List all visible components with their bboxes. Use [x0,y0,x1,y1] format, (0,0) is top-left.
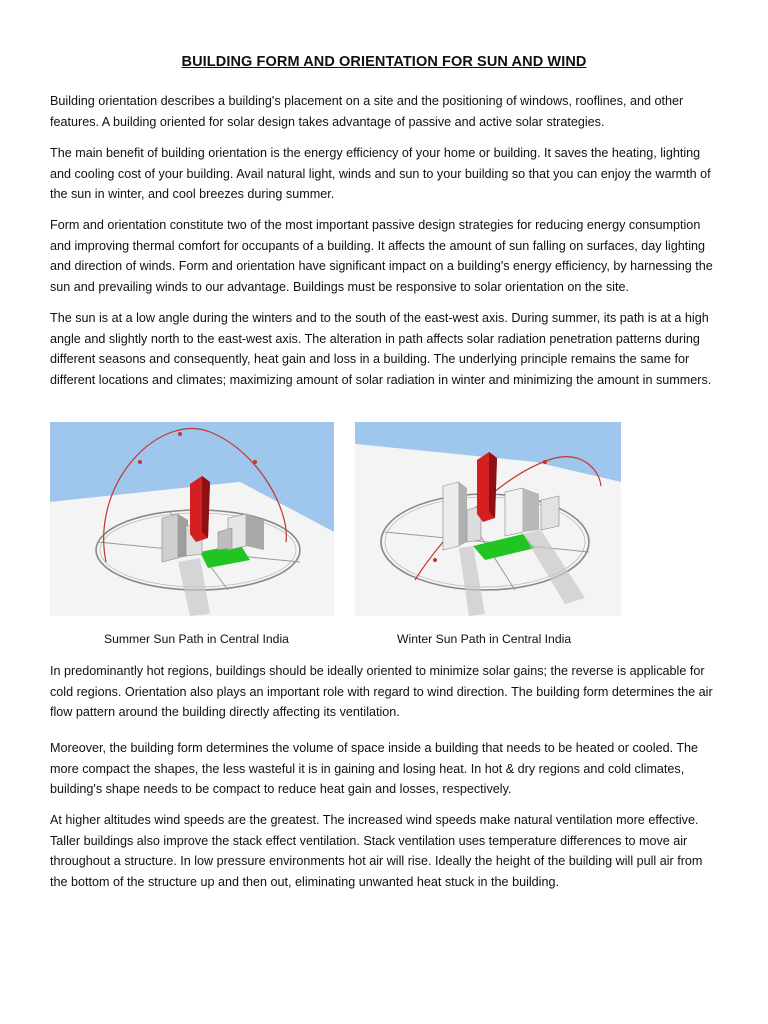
building-block [523,488,539,532]
building-block [541,496,559,530]
paragraph-orientation-benefit: The main benefit of building orientation is the energy efficiency of your home or building. It saves the heating, lighting and cooling cost of your building. Avail natural light, winds and sun to your building so that you can enjoy the warmth of the sun in winter, and cool breezes during summer. [50,146,711,201]
building-block [246,514,264,550]
building-block [443,482,459,550]
sun-position-marker [433,558,437,562]
paragraph-building-form-volume: Moreover, the building form determines the volume of space inside a building that needs to be heated or cooled. The more compact the shapes, the less wasteful it is in gaining and losing heat. In hot & dry regions and cold climates, building's shape needs to be compact to reduce heat gain and losses, respectively. [50,741,699,796]
winter-sun-path-illustration [355,422,621,616]
paragraph-hot-regions: In predominantly hot regions, buildings should be ideally oriented to minimize solar gains; the reverse is applicable for cold regions. Orientation also plays an important role with regard to wind direction. The building form determines the air flow pattern around the building directly affecting its ventilation. [50,664,713,719]
building-block [218,528,232,550]
paragraph-wind-altitude: At higher altitudes wind speeds are the greatest. The increased wind speeds make natural ventilation more effective. Taller buildings also improve the stack effect ventilation. Stack ventilation uses temperature differences to move air throughout a structure. In low pressure environments hot air will rise. Ideally the height of the building will pull air from the bottom of the structure up and then out, eliminating unwanted heat stuck in the building. [50,813,703,889]
winter-figure-caption: Winter Sun Path in Central India [397,632,572,646]
document-title: BUILDING FORM AND ORIENTATION FOR SUN AND WIND [181,54,587,70]
paragraph-form-and-orientation: Form and orientation constitute two of the most important passive design strategies for reducing energy consumption and improving thermal comfort for occupants of a building. It affects the amount of sun falling on surfaces, day lighting and direction of winds. Form and orientation have significant impact on a building's energy efficiency, by harnessing the sun and prevailing winds to our advantage. Buildings must be responsive to solar orientation on the site. [50,218,713,294]
sun-position-marker [138,460,142,464]
paragraph-orientation-definition: Building orientation describes a building's placement on a site and the positioning of windows, rooflines, and other features. A building oriented for solar design takes advantage of passive and active solar strategies. [50,94,684,129]
sun-position-marker [253,460,257,464]
paragraph-sun-angle: The sun is at a low angle during the winters and to the south of the east-west axis. During summer, its path is at a high angle and slightly north to the east-west axis. The alteration in path affects solar radiation penetration patterns during different seasons and consequently, heat gain and loss in a building. The underlying principle remains the same for different locations and climates; maximizing amount of solar radiation in winter and minimizing the amount in summers. [50,311,712,387]
building-block [505,488,523,536]
summer-sun-path-diagram [50,422,334,616]
building-block [459,482,467,546]
sun-position-marker [543,460,547,464]
sun-position-marker [178,432,182,436]
summer-sun-path-illustration [50,422,334,616]
winter-sun-path-diagram [355,422,621,616]
summer-figure-caption: Summer Sun Path in Central India [104,632,289,646]
building-block [162,514,178,562]
